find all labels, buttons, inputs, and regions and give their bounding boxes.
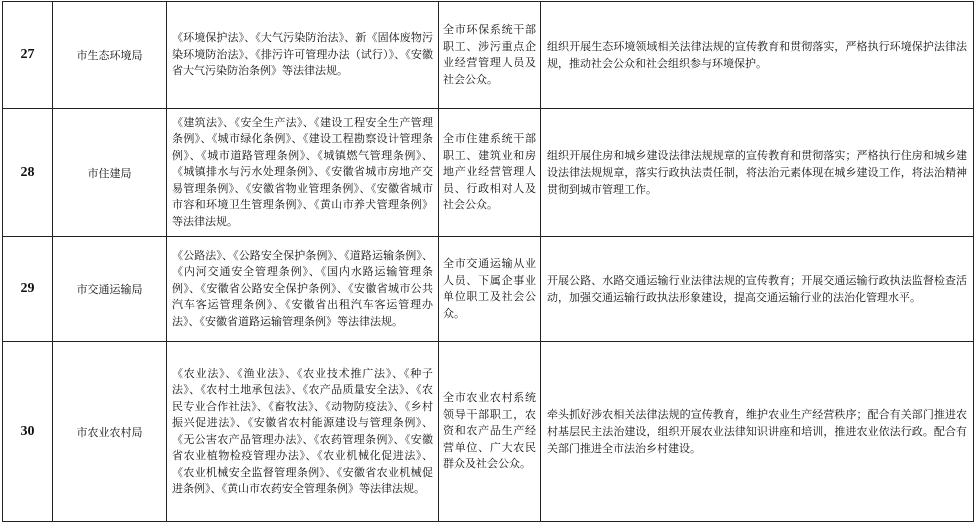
targets-cell — [439, 109, 541, 237]
laws-text: 《公路法》、《公路安全保护条例》、《道路运输条例》、《内河交通安全管理条例》、《国内水路运输管理条例》、《安徽省公路安全保护条例》、《安徽省城市公共汽车客运管理条例》、《安徽省出租汽车客运管理办法》、《安徽省道路运输管理条例》等法律法规。 — [172, 248, 433, 328]
targets-text: 全市环保系统干部职工、涉污重点企业经营管理人员及社会公众。 — [443, 23, 536, 86]
department-name: 市住建局 — [53, 109, 167, 237]
row-number: 29 — [3, 237, 53, 342]
duties-text: 牵头抓好涉农相关法律法规的宣传教育，维护农业生产经营秩序；配合有关部门推进农村基层民主法治建设，组织开展农业法律知识讲座和培训，推进农业依法行政。配合有关部门推进全市法治乡村建设。 — [547, 408, 967, 455]
row-number: 30 — [3, 342, 53, 522]
law-publicity-table — [2, 1, 974, 522]
laws-cell — [167, 237, 439, 342]
targets-cell — [439, 342, 541, 522]
row-number: 27 — [3, 2, 53, 109]
targets-cell — [439, 237, 541, 342]
department-name: 市农业农村局 — [53, 342, 167, 522]
duties-text: 组织开展生态环境领域相关法律法规的宣传教育和贯彻落实，严格执行环境保护法律法规，推动社会公众和社会组织参与环境保护。 — [547, 40, 967, 70]
targets-text: 全市住建系统干部职工、建筑业和房地产业经营管理人员、行政相对人及社会公众。 — [443, 132, 536, 212]
laws-text: 《农业法》、《渔业法》、《农业技术推广法》、《种子法》、《农村土地承包法》、《农产品质量安全法》、《农民专业合作社法》、《畜牧法》、《动物防疫法》、《乡村振兴促进法》、《安徽省农村能源建设与管理条例》、《无公害农产品管理办法》、《农药管理条例》、《安徽省农业植物检疫管理办法》、《农业机械化促进法》、《农业机械安全监督管理条例》、《安徽省农业机械促进条例》、《黄山市农药安全管理条例》等法律法规。 — [172, 366, 433, 495]
department-name: 市交通运输局 — [53, 237, 167, 342]
table-row — [3, 342, 974, 522]
laws-text: 《环境保护法》、《大气污染防治法》、新《固体废物污染环境防治法》、《排污许可管理办法（试行）》、《安徽省大气污染防治条例》等法律法规。 — [172, 31, 433, 78]
duties-text: 开展公路、水路交通运输行业法律法规的宣传教育；开展交通运输行政执法监督检查活动，加强交通运输行政执法形象建设，提高交通运输行业的法治化管理水平。 — [547, 274, 967, 304]
department-name: 市生态环境局 — [53, 2, 167, 109]
row-number: 28 — [3, 109, 53, 237]
duties-cell — [541, 2, 974, 109]
table-row — [3, 237, 974, 342]
duties-cell — [541, 342, 974, 522]
duties-text: 组织开展住房和城乡建设法律法规规章的宣传教育和贯彻落实；严格执行住房和城乡建设法律法规规章，落实行政执法责任制，将法治元素体现在城乡建设工作，将法治精神贯彻到城市管理工作。 — [547, 149, 967, 196]
duties-cell — [541, 109, 974, 237]
laws-cell — [167, 342, 439, 522]
targets-text: 全市交通运输从业人员、下属企事业单位职工及社会公众。 — [443, 257, 536, 320]
laws-text: 《建筑法》、《安全生产法》、《建设工程安全生产管理条例》、《城市绿化条例》、《建设工程勘察设计管理条例》、《城市道路管理条例》、《城镇燃气管理条例》、《城镇排水与污水处理条例》、《安徽省城市房地产交易管理条例》、《安徽省物业管理条例》、《安徽省城市市容和环境卫生管理条例》、《黄山市养犬管理条例》等法律法规。 — [172, 115, 433, 228]
table-row — [3, 109, 974, 237]
targets-cell — [439, 2, 541, 109]
duties-cell — [541, 237, 974, 342]
laws-cell — [167, 2, 439, 109]
table-row — [3, 2, 974, 109]
laws-cell — [167, 109, 439, 237]
targets-text: 全市农业农村系统领导干部职工，农资和农产品生产经营单位、广大农民群众及社会公众。 — [443, 391, 536, 471]
